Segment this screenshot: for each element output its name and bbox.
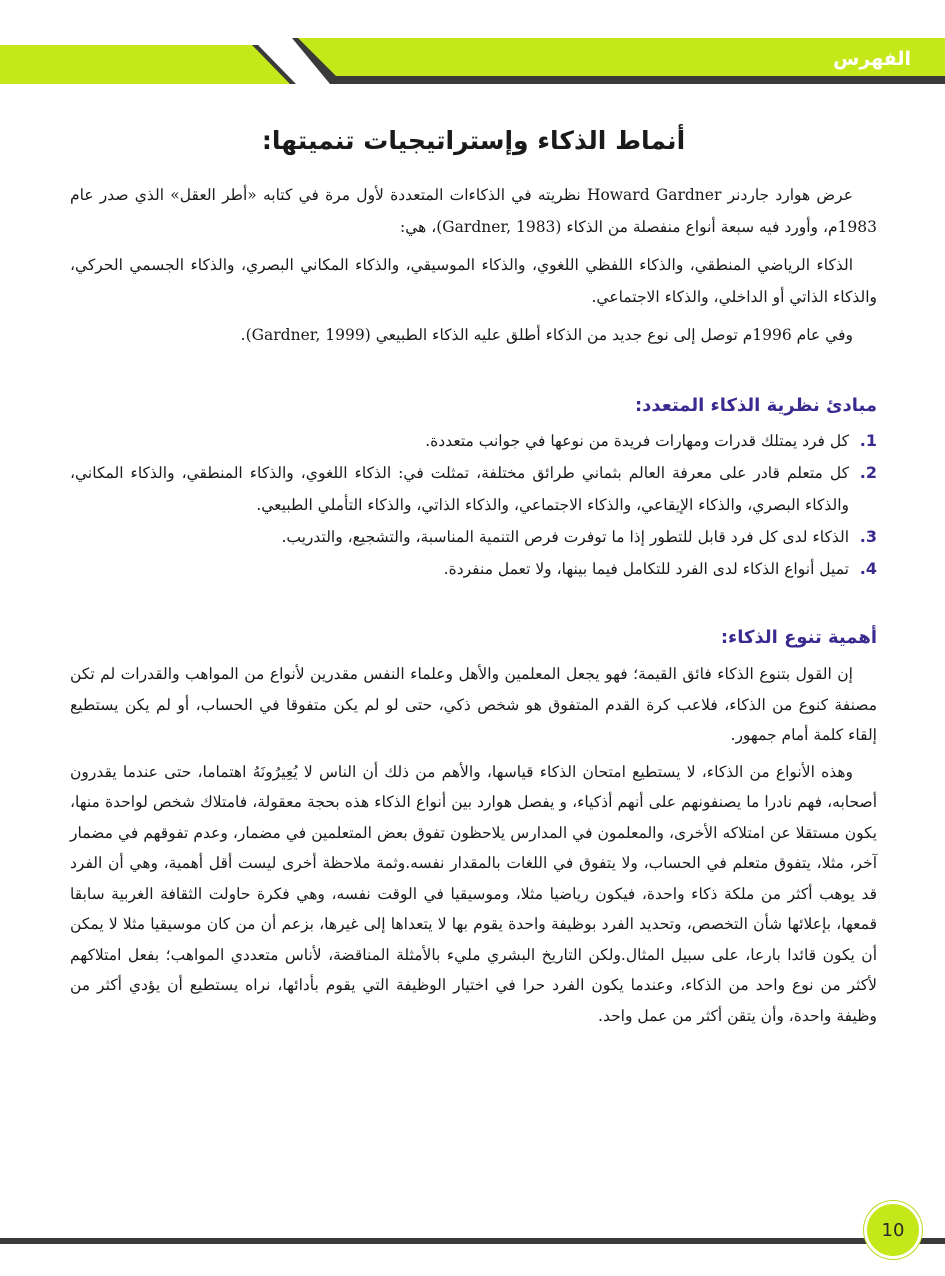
importance-paragraph-2: وهذه الأنواع من الذكاء، لا يستطيع امتحان الذكاء قياسها، والأهم من ذلك أن الناس لا يُعِيرُونَهُ اهتماما، حتى عندما يقدرون أصحابه، فهم نادرا ما يصنفونهم على أنهم أذكياء، و يفصل هوارد بين أنواع الذكاء هذه بحجة معقولة، فامتلاك شخص لواحدة منها، يكون مستقلا عن امتلاكه الأخرى، والمعلمون في المدارس يلاحظون تفوق بعض المتعلمين في مضمار، وعدم تفوقهم في مضمار آخر، مثلا، يتفوق متعلم في الحساب، ولا يتفوق في اللغات بالمقدار نفسه.وثمة ملاحظة أخرى ليست أقل أهمية، وهي أن الفرد قد يوهب أكثر من ملكة ذكاء واحدة، فيكون رياضيا مثلا، وموسيقيا في الوقت نفسه، وهي فكرة حاولت الثقافة الغربية سابقا قمعها، بإعلائها شأن التخصص، وتحديد الفرد بوظيفة واحدة يقوم بها لا يتعداها إلى غيرها، بزعم أن من كان موسيقيا مثلا لا يمكن أن يكون قائدا بارعا، على سبيل المثال.ولكن التاريخ البشري مليء بالأمثلة المناقضة، لأناس متعددي المواهب؛ بفعل امتلاكهم لأكثر من نوع واحد من الذكاء، وعندما يكون الفرد حرا في اختيار الوظيفة التي يقوم بأدائها، نراه يستطيع أن يؤدي أكثر من وظيفة واحدة، وأن يتقن أكثر من عمل واحد. <box>70 762 877 1025</box>
list-item-number: 2. <box>859 463 877 482</box>
list-item-text: تميل أنواع الذكاء لدى الفرد للتكامل فيما بينها، ولا تعمل منفردة. <box>443 560 849 578</box>
list-item <box>70 425 877 457</box>
list-item <box>70 457 877 521</box>
banner-shapes <box>0 0 945 95</box>
list-item-number: 3. <box>859 527 877 546</box>
list-item-text: كل فرد يمتلك قدرات ومهارات فريدة من نوعها في جوانب متعددة. <box>425 432 849 450</box>
page-content <box>70 126 877 1031</box>
principles-list <box>70 425 877 585</box>
list-item-number: 4. <box>859 559 877 578</box>
left-accent-strip <box>0 45 292 84</box>
section-title: الفهرس <box>833 48 911 70</box>
header-banner <box>0 0 945 95</box>
intro-paragraph-3: وفي عام 1996م توصل إلى نوع جديد من الذكاء أطلق عليه الذكاء الطبيعي (Gardner, 1999). <box>240 326 853 344</box>
footer-divider <box>0 1238 945 1244</box>
intro-paragraph-2: الذكاء الرياضي المنطقي، والذكاء اللفظي اللغوي، والذكاء الموسيقي، والذكاء المكاني البصري، والذكاء الجسمي الحركي، والذكاء الذاتي أو الداخلي، والذكاء الاجتماعي. <box>70 256 877 306</box>
list-item-text: كل متعلم قادر على معرفة العالم بثماني طرائق مختلفة، تمثلت في: الذكاء اللغوي، والذكاء المنطقي، والذكاء المكاني، والذكاء البصري، والذكاء الإيقاعي، والذكاء الاجتماعي، والذكاء الذاتي، والذكاء التأملي الطبيعي. <box>70 464 849 514</box>
page-number: 10 <box>864 1201 922 1259</box>
importance-paragraph-1: إن القول بتنوع الذكاء فائق القيمة؛ فهو يجعل المعلمين والأهل وعلماء النفس مقدرين لأنواع من المواهب والقدرات لم تكن مصنفة كنوع من الذكاء، فلاعب كرة القدم المتفوق هو شخص ذكي، حتى لو لم يكن متفوقا في الحساب، أو لم يكن يستطيع إلقاء كلمة أمام جمهور. <box>70 665 877 744</box>
principles-heading: مبادئ نظرية الذكاء المتعدد: <box>634 395 877 416</box>
list-item-text: الذكاء لدى كل فرد قابل للتطور إذا ما توفرت فرص التنمية المناسبة، والتشجيع، والتدريب. <box>281 528 849 546</box>
list-item <box>70 521 877 553</box>
list-item-number: 1. <box>859 431 877 450</box>
intro-paragraph-1: عرض هوارد جاردنر Howard Gardner نظريته في الذكاءات المتعددة لأول مرة في كتابه «أطر العقل» الذي صدر عام 1983م، وأورد فيه سبعة أنواع منفصلة من الذكاء (Gardner, 1983)، هي: <box>70 186 877 236</box>
importance-heading: أهمية تنوع الذكاء: <box>720 627 877 648</box>
list-item <box>70 553 877 585</box>
page-title: أنماط الذكاء وإستراتيجيات تنميتها: <box>261 126 686 155</box>
